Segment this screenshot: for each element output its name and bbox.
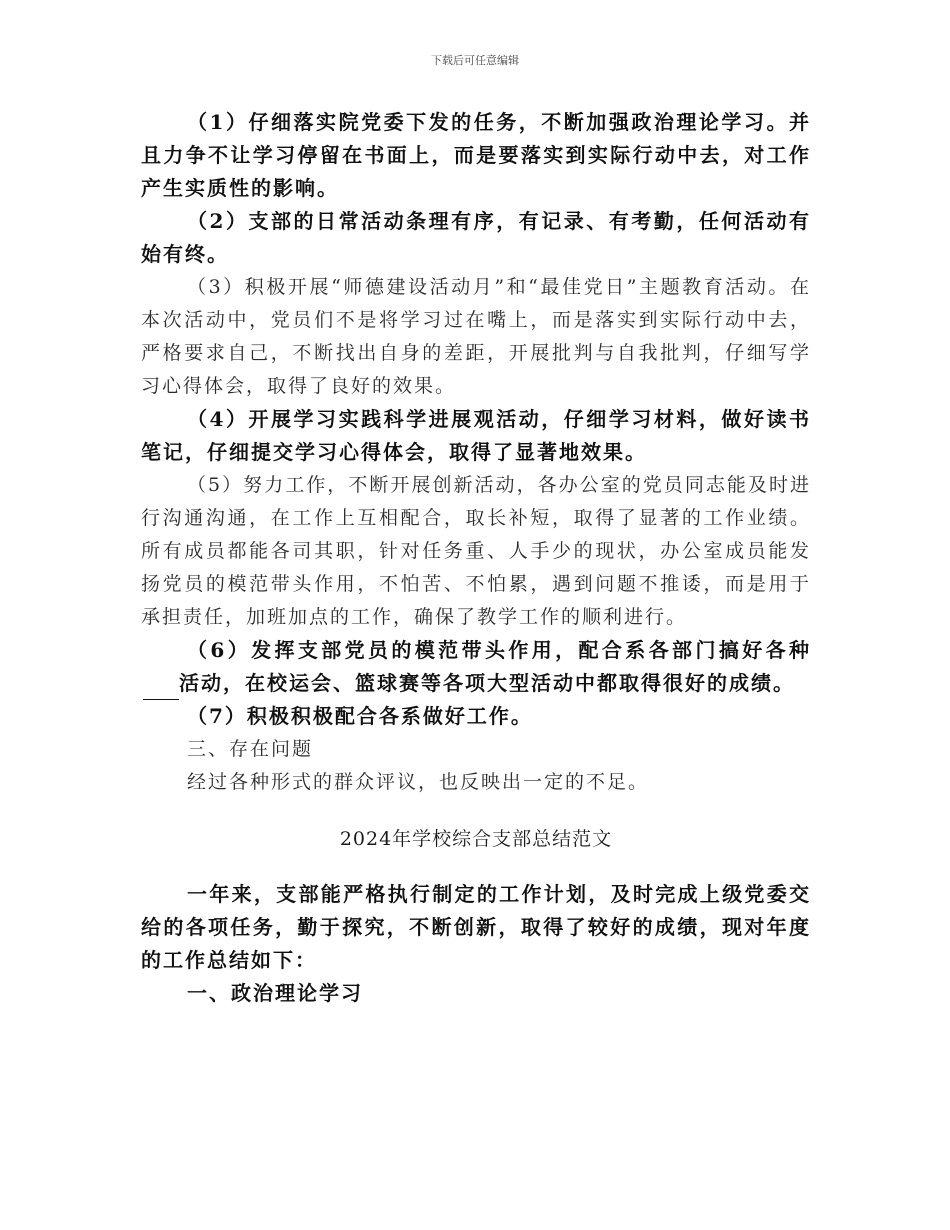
section-heading-problems: 三、存在问题 <box>187 738 314 760</box>
paragraph-1: （1）仔细落实院党委下发的任务，不断加强政治理论学习。并且力争不让学习停留在书面上，而是要落实到实际行动中去，对工作产生实质性的影响。 <box>141 110 811 200</box>
paragraph-6-part-b: 活动，在校运会、篮球赛等各项大型活动中都取得很好的成绩。 <box>179 671 795 695</box>
paragraph-9: 一年来，支部能严格执行制定的工作计划，及时完成上级党委交给的各项任务，勤于探究，不断创新，取得了较好的成绩，现对年度的工作总结如下： <box>141 882 811 972</box>
paragraph-6 <box>141 634 811 700</box>
paragraph-6-part-a: （6）发挥支部党员的模范带头作用，配合系各部门搞好各种 <box>187 638 811 662</box>
document-body <box>141 106 811 1010</box>
paragraph-8: 经过各种形式的群众评议，也反映出一定的不足。 <box>187 771 650 793</box>
paragraph-4: （4）开展学习实践科学进展观活动，仔细学习材料，做好读书笔记，仔细提交学习心得体会，取得了显著地效果。 <box>141 407 811 464</box>
paragraph-5: （5）努力工作，不断开展创新活动，各办公室的党员同志能及时进行沟通沟通，在工作上互相配合，取长补短，取得了显著的工作业绩。所有成员都能各司其职，针对任务重、人手少的现状，办公室成员能发扬党员的模范带头作用，不怕苦、不怕累，遇到问题不推诿，而是用于承担责任，加班加点的工作，确保了教学工作的顺利进行。 <box>141 474 811 628</box>
fill-blank <box>143 677 179 700</box>
section-heading-political-study: 一、政治理论学习 <box>187 981 363 1005</box>
page-header: 下载后可任意编辑 <box>431 54 519 67</box>
paragraph-7: （7）积极积极配合各系做好工作。 <box>187 704 533 728</box>
paragraph-3: （3）积极开展“师德建设活动月”和“最佳党日”主题教育活动。在本次活动中，党员们不是将学习过在嘴上，而是落实到实际行动中去，严格要求自己，不断找出自身的差距，开展批判与自我批判，仔细写学习心得体会，取得了良好的效果。 <box>141 276 811 397</box>
document-title: 2024年学校综合支部总结范文 <box>339 828 613 850</box>
paragraph-2: （2）支部的日常活动条理有序，有记录、有考勤，任何活动有始有终。 <box>141 209 811 266</box>
